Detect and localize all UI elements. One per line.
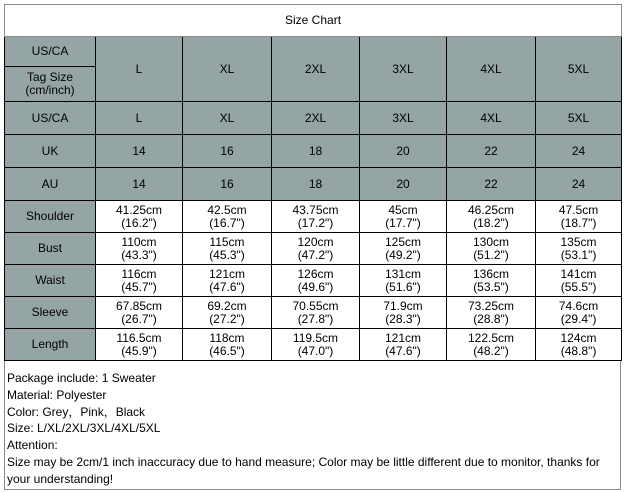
measurement-cell xyxy=(183,233,272,265)
measurement-inch: (16.7") xyxy=(209,215,245,230)
measurement-cm: 141cm xyxy=(560,266,597,281)
measurement-cell xyxy=(360,233,447,265)
size-header-3xl: 3XL xyxy=(360,37,447,102)
measurement-cm: 121cm xyxy=(208,266,246,281)
measurement-cell xyxy=(360,265,447,297)
note-package: Package include: 1 Sweater xyxy=(7,371,156,385)
measurement-cm: 70.55cm xyxy=(292,298,339,313)
measurement-cell xyxy=(536,265,622,297)
measurement-cm: 115cm xyxy=(209,234,245,249)
region-size-cell: 14 xyxy=(96,135,183,168)
measurement-cell xyxy=(96,265,183,297)
measurement-cell xyxy=(536,297,622,329)
note-material: Material: Polyester xyxy=(7,387,107,402)
measurement-label: Shoulder xyxy=(5,201,96,233)
measurement-cm: 136cm xyxy=(472,266,510,281)
measurement-label: Bust xyxy=(5,233,96,265)
measurement-inch: (45.9") xyxy=(121,343,157,358)
measurement-inch: (26.7") xyxy=(121,311,157,326)
measurement-cell xyxy=(272,265,360,297)
measurement-cell xyxy=(447,329,536,361)
measurement-inch: (47.6") xyxy=(385,343,421,358)
measurement-cm: 41.25cm xyxy=(115,202,163,217)
measurement-cm: 121cm xyxy=(384,330,422,345)
measurement-row xyxy=(5,201,622,233)
size-header-l: L xyxy=(96,37,183,102)
product-notes xyxy=(7,370,619,488)
region-size-cell: 18 xyxy=(272,168,360,201)
region-label: AU xyxy=(5,168,96,201)
measurement-cell xyxy=(447,233,536,265)
measurement-inch: (55.5") xyxy=(560,279,597,294)
measurement-cm: 135cm xyxy=(560,234,597,249)
measurement-cm: 71.9cm xyxy=(383,298,423,313)
measurement-cm: 73.25cm xyxy=(467,298,515,313)
measurement-inch: (53.5") xyxy=(473,279,509,294)
region-size-cell: 22 xyxy=(447,135,536,168)
measurement-cm: 122.5cm xyxy=(467,330,515,345)
measurement-row xyxy=(5,329,622,361)
note-color: Color: Grey，Pink，Black xyxy=(7,404,146,419)
measurement-cell xyxy=(360,201,447,233)
measurement-row xyxy=(5,233,622,265)
measurement-inch: (18.7") xyxy=(560,215,597,230)
measurement-cm: 74.6cm xyxy=(558,298,599,313)
measurement-cell xyxy=(183,297,272,329)
region-size-cell: 2XL xyxy=(272,102,360,135)
measurement-cm: 118cm xyxy=(209,330,245,345)
measurement-inch: (16.2") xyxy=(121,215,157,230)
note-disclaimer: Size may be 2cm/1 inch inaccuracy due to hand measure; Color may be little different due to monitor, thanks for your understanding! xyxy=(7,454,600,486)
region-row xyxy=(5,102,622,135)
measurement-inch: (47.2") xyxy=(297,247,334,262)
region-size-cell: 24 xyxy=(536,168,622,201)
size-chart-table xyxy=(4,4,622,361)
measurement-cm: 110cm xyxy=(121,234,157,249)
region-size-cell: 5XL xyxy=(536,102,622,135)
measurement-cm: 120cm xyxy=(297,234,334,249)
measurement-cm: 69.2cm xyxy=(207,298,247,313)
measurement-inch: (48.2") xyxy=(473,343,509,358)
size-header-2xl: 2XL xyxy=(272,37,360,102)
measurement-inch: (47.0") xyxy=(297,343,334,358)
measurement-cm: 47.5cm xyxy=(558,202,599,217)
measurement-cell xyxy=(96,297,183,329)
measurement-cell xyxy=(96,201,183,233)
measurement-cell xyxy=(447,201,536,233)
measurement-label: Length xyxy=(5,329,96,361)
note-attention: Attention: xyxy=(7,438,58,453)
measurement-cm: 45cm xyxy=(388,202,418,217)
chart-title: Size Chart xyxy=(5,5,622,37)
size-header-4xl: 4XL xyxy=(447,37,536,102)
measurement-cm: 46.25cm xyxy=(467,202,515,217)
size-header-5xl: 5XL xyxy=(536,37,622,102)
measurement-row xyxy=(5,265,622,297)
measurement-inch: (47.6") xyxy=(209,279,245,294)
region-label: US/CA xyxy=(5,102,96,135)
region-size-cell: 20 xyxy=(360,168,447,201)
measurement-cell xyxy=(96,233,183,265)
measurement-inch: (27.2") xyxy=(209,311,245,326)
region-size-cell: 20 xyxy=(360,135,447,168)
measurement-cell xyxy=(360,297,447,329)
region-size-cell: 16 xyxy=(183,135,272,168)
measurement-label: Sleeve xyxy=(5,297,96,329)
header-usca-label: US/CA xyxy=(5,37,96,67)
measurement-cell xyxy=(447,265,536,297)
region-size-cell: 22 xyxy=(447,168,536,201)
measurement-cm: 67.85cm xyxy=(115,298,163,313)
size-header-xl: XL xyxy=(183,37,272,102)
header-tag-size-label: Tag Size (cm/inch) xyxy=(5,67,96,102)
region-size-cell: L xyxy=(96,102,183,135)
measurement-cm: 42.5cm xyxy=(207,202,247,217)
measurement-inch: (17.7") xyxy=(385,215,421,230)
region-size-cell: 3XL xyxy=(360,102,447,135)
measurement-cm: 130cm xyxy=(472,234,510,249)
measurement-inch: (28.3") xyxy=(385,311,421,326)
measurement-cell xyxy=(536,201,622,233)
measurement-cell xyxy=(447,297,536,329)
measurement-inch: (51.2") xyxy=(473,247,509,262)
measurement-inch: (28.8") xyxy=(473,311,509,326)
measurement-row xyxy=(5,297,622,329)
measurement-cell xyxy=(536,329,622,361)
measurement-inch: (49.2") xyxy=(385,247,421,262)
measurement-cm: 124cm xyxy=(560,330,597,345)
measurement-inch: (53.1") xyxy=(560,247,597,262)
region-size-cell: 18 xyxy=(272,135,360,168)
measurement-inch: (46.5") xyxy=(209,343,245,358)
measurement-cell xyxy=(360,329,447,361)
measurement-inch: (43.3") xyxy=(121,247,157,262)
measurement-cell xyxy=(183,201,272,233)
measurement-cm: 43.75cm xyxy=(292,202,339,217)
measurement-cell xyxy=(272,201,360,233)
note-size: Size: L/XL/2XL/3XL/4XL/5XL xyxy=(7,421,161,436)
measurement-label: Waist xyxy=(5,265,96,297)
region-row xyxy=(5,168,622,201)
measurement-cell xyxy=(272,297,360,329)
region-size-cell: 4XL xyxy=(447,102,536,135)
measurement-inch: (17.2") xyxy=(297,215,334,230)
measurement-inch: (18.2") xyxy=(473,215,509,230)
region-size-cell: 16 xyxy=(183,168,272,201)
measurement-inch: (45.3") xyxy=(209,247,245,262)
measurement-cm: 126cm xyxy=(297,266,334,281)
measurement-inch: (51.6") xyxy=(385,279,421,294)
measurement-inch: (45.7") xyxy=(121,279,157,294)
measurement-cell xyxy=(96,329,183,361)
measurement-inch: (49.6") xyxy=(297,279,334,294)
region-row xyxy=(5,135,622,168)
measurement-cm: 125cm xyxy=(384,234,422,249)
measurement-inch: (27.8") xyxy=(297,311,334,326)
measurement-cm: 119.5cm xyxy=(292,330,339,345)
measurement-cm: 131cm xyxy=(384,266,422,281)
region-size-cell: XL xyxy=(183,102,272,135)
region-size-cell: 24 xyxy=(536,135,622,168)
measurement-cell xyxy=(272,233,360,265)
measurement-inch: (29.4") xyxy=(560,311,597,326)
measurement-cell xyxy=(272,329,360,361)
measurement-cm: 116cm xyxy=(121,266,157,281)
region-size-cell: 14 xyxy=(96,168,183,201)
measurement-cell xyxy=(183,265,272,297)
measurement-cm: 116.5cm xyxy=(116,330,162,345)
region-label: UK xyxy=(5,135,96,168)
measurement-cell xyxy=(536,233,622,265)
measurement-inch: (48.8") xyxy=(560,343,597,358)
measurement-cell xyxy=(183,329,272,361)
